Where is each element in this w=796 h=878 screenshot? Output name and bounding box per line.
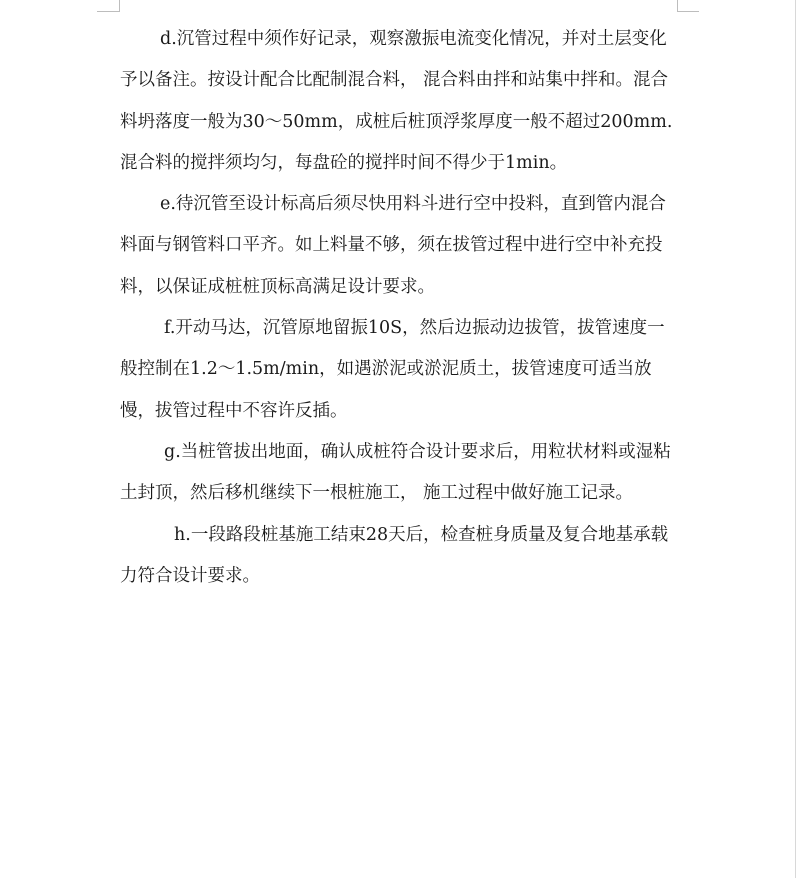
page-corner-mark-top-right <box>677 11 699 12</box>
page-corner-mark-top-left <box>97 11 119 12</box>
paragraph-g: g.当桩管拔出地面，确认成桩符合设计要求后，用粒状材料或湿粘土封顶，然后移机继续下一根桩施工， 施工过程中做好施工记录。 <box>120 441 671 504</box>
page-corner-mark-top-left <box>119 0 120 12</box>
page-corner-mark-top-right <box>677 0 678 12</box>
paragraph-f: f.开动马达，沉管原地留振10S，然后边振动边拔管，拔管速度一般控制在1.2～1.5m/min，如遇淤泥或淤泥质土，拔管速度可适当放慢，拔管过程中不容许反插。 <box>120 318 665 421</box>
paragraph-e: e.待沉管至设计标高后须尽快用料斗进行空中投料，直到管内混合料面与钢管料口平齐。如上料量不够，须在拔管过程中进行空中补充投料，以保证成桩桩顶标高满足设计要求。 <box>120 194 666 297</box>
document-body <box>120 19 678 597</box>
paragraph-d: d.沉管过程中须作好记录，观察激振电流变化情况，并对土层变化予以备注。按设计配合比配制混合料， 混合料由拌和站集中拌和。混合料坍落度一般为30～50mm，成桩后桩顶浮浆厚度一般不超过200mm.混合料的搅拌须均匀，每盘砼的搅拌时间不得少于1min。 <box>120 29 673 173</box>
paragraph-h: h.一段路段桩基施工结束28天后，检查桩身质量及复合地基承载力符合设计要求。 <box>120 524 669 586</box>
